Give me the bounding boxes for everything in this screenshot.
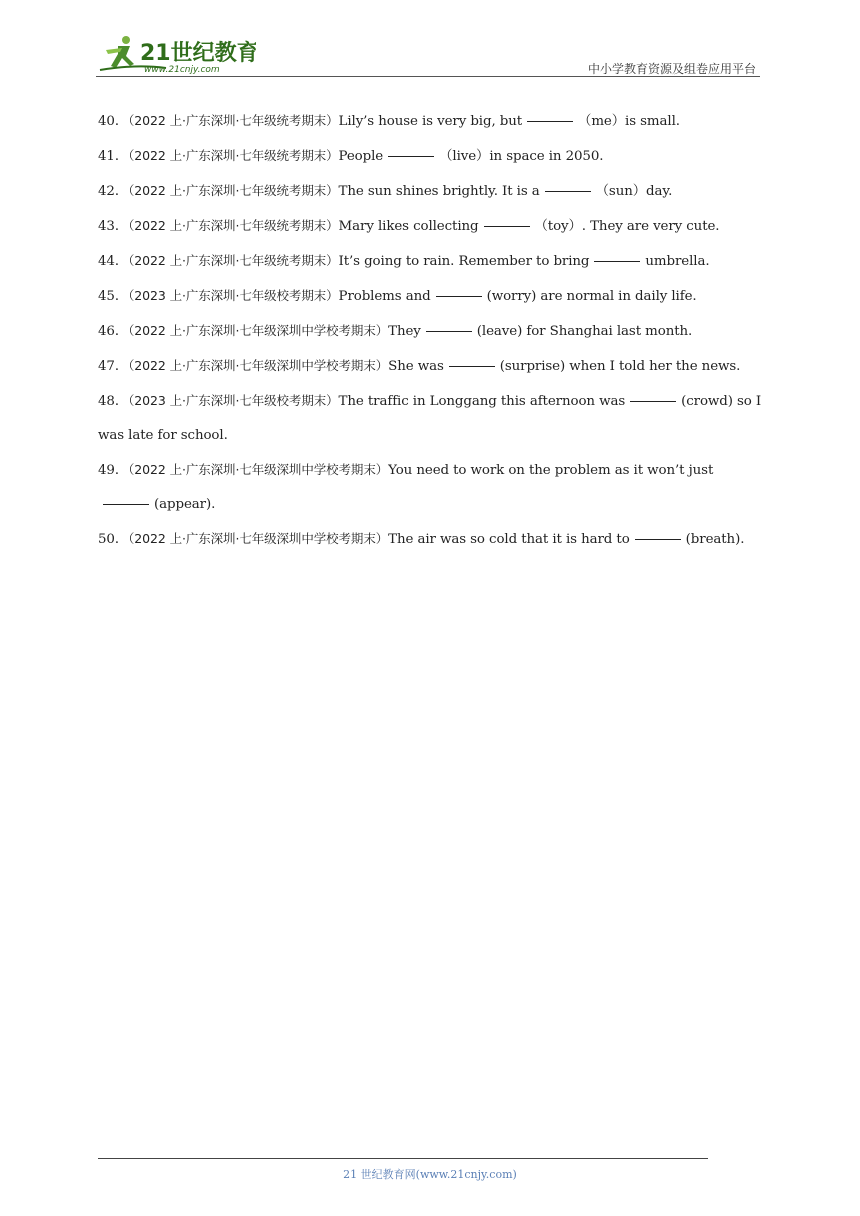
question-number: 42． [98, 184, 129, 199]
question-source: （2022 上·广东深圳·七年级统考期末） [128, 148, 339, 163]
question-number: 44． [98, 254, 129, 269]
question-source: （2022 上·广东深圳·七年级深圳中学校考期末） [128, 323, 389, 338]
question-text-after: (appear). [154, 497, 216, 512]
question-text-after: (crowd) so I was late for school. [98, 394, 762, 443]
question-text-before: Mary likes collecting [338, 219, 479, 234]
answer-blank[interactable] [103, 503, 149, 505]
question-item [98, 349, 766, 384]
question-source: （2022 上·广东深圳·七年级深圳中学校考期末） [128, 462, 389, 477]
header-divider [96, 76, 760, 77]
answer-blank[interactable] [545, 190, 591, 192]
answer-blank[interactable] [635, 538, 681, 540]
logo-sub-text: www.21cnjy.com [144, 65, 220, 75]
question-text-after: （live）in space in 2050. [439, 149, 604, 164]
question-item [98, 314, 766, 349]
question-text-after: (surprise) when I told her the news. [499, 359, 741, 374]
question-text-after: (leave) for Shanghai last month. [476, 324, 693, 339]
page-header [96, 34, 760, 78]
question-text-after: （sun）day. [595, 184, 673, 199]
question-text-before: Lily’s house is very big, but [338, 114, 523, 129]
question-item [98, 244, 766, 279]
footer-text: 21 世纪教育网(www.21cnjy.com) [343, 1168, 517, 1181]
question-item [98, 104, 766, 139]
question-number: 43． [98, 219, 129, 234]
question-number: 40． [98, 114, 129, 129]
question-item [98, 384, 766, 453]
question-text-after: umbrella. [645, 254, 710, 269]
question-text-after: （me）is small. [578, 114, 680, 129]
question-number: 50． [98, 532, 129, 547]
question-number: 48． [98, 394, 129, 409]
answer-blank[interactable] [594, 260, 640, 262]
answer-blank[interactable] [630, 400, 676, 402]
question-text-before: People [338, 149, 384, 164]
question-item [98, 209, 766, 244]
question-source: （2022 上·广东深圳·七年级统考期末） [128, 218, 339, 233]
question-number: 47． [98, 359, 129, 374]
question-text-before: You need to work on the problem as it won’t just [388, 463, 714, 478]
question-text-before: The air was so cold that it is hard to [388, 532, 630, 547]
question-text-after: (breath). [685, 532, 745, 547]
question-number: 41． [98, 149, 129, 164]
question-number: 46． [98, 324, 129, 339]
question-text-after: (worry) are normal in daily life. [486, 289, 697, 304]
question-source: （2022 上·广东深圳·七年级深圳中学校考期末） [128, 358, 389, 373]
answer-blank[interactable] [426, 330, 472, 332]
question-number: 49． [98, 463, 129, 478]
question-item [98, 174, 766, 209]
question-text-before: It’s going to rain. Remember to bring [338, 254, 590, 269]
question-text-before: The traffic in Longgang this afternoon was [338, 394, 626, 409]
question-item [98, 453, 766, 522]
footer-divider [98, 1158, 708, 1159]
logo [96, 34, 256, 76]
question-text-before: She was [388, 359, 444, 374]
answer-blank[interactable] [436, 295, 482, 297]
question-source: （2023 上·广东深圳·七年级校考期末） [128, 288, 339, 303]
question-item [98, 522, 766, 557]
question-list [98, 104, 766, 557]
answer-blank[interactable] [388, 155, 434, 157]
answer-blank[interactable] [527, 120, 573, 122]
question-source: （2022 上·广东深圳·七年级统考期末） [128, 113, 339, 128]
question-text-before: They [388, 324, 421, 339]
runner-logo-icon [96, 34, 256, 76]
question-item [98, 139, 766, 174]
answer-blank[interactable] [449, 365, 495, 367]
header-platform-text: 中小学教育资源及组卷应用平台 [587, 62, 756, 76]
answer-blank[interactable] [484, 225, 530, 227]
question-source: （2022 上·广东深圳·七年级统考期末） [128, 183, 339, 198]
logo-main-text: 21世纪教育 [140, 41, 256, 66]
question-item [98, 279, 766, 314]
question-source: （2023 上·广东深圳·七年级校考期末） [128, 393, 339, 408]
question-source: （2022 上·广东深圳·七年级统考期末） [128, 253, 339, 268]
question-number: 45． [98, 289, 129, 304]
question-text-after: （toy）. They are very cute. [534, 219, 720, 234]
question-source: （2022 上·广东深圳·七年级深圳中学校考期末） [128, 531, 389, 546]
question-text-before: The sun shines brightly. It is a [338, 184, 540, 199]
question-text-before: Problems and [338, 289, 431, 304]
